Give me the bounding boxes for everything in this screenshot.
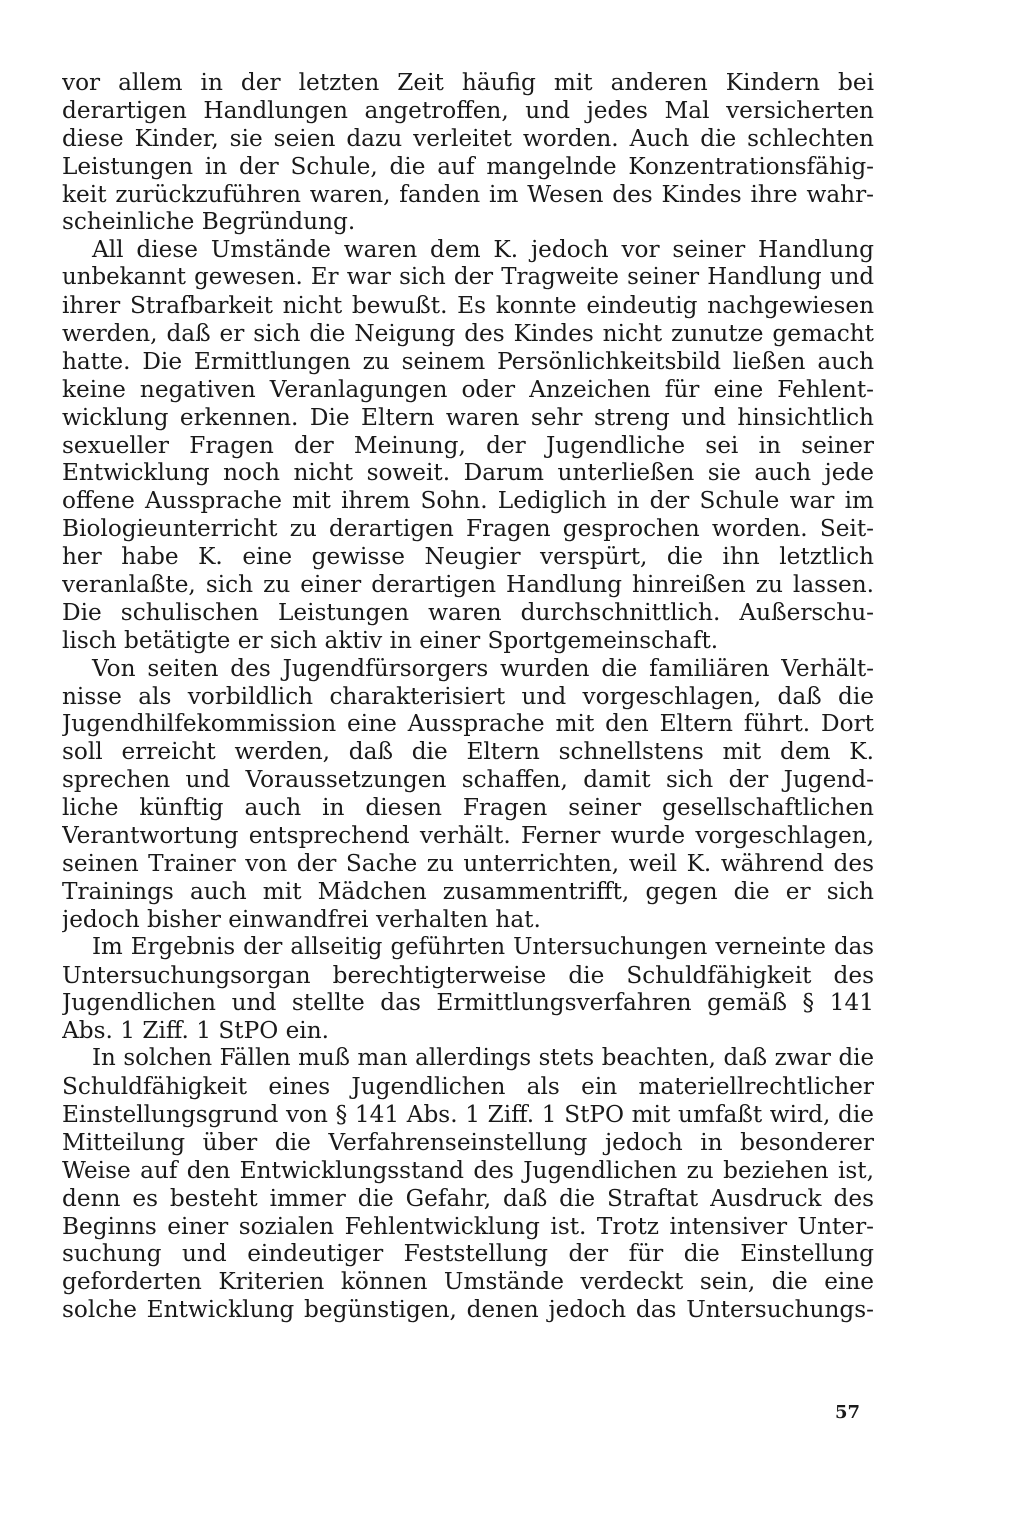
text-line: veranlaßte, sich zu einer derartigen Handlung hinreißen zu lassen.: [62, 571, 874, 599]
text-line: unbekannt gewesen. Er war sich der Tragweite seiner Handlung und: [62, 264, 874, 291]
text-line: werden, daß er sich die Neigung des Kindes nicht zunutze gemacht: [62, 320, 874, 348]
text-line: hatte. Die Ermittlungen zu seinem Persönlichkeitsbild ließen auch: [62, 347, 874, 375]
text-line: seinen Trainer von der Sache zu unterrichten, weil K. während des: [62, 849, 874, 877]
text-line: sexueller Fragen der Meinung, der Jugendliche sei in seiner: [62, 431, 874, 459]
text-line: Schuldfähigkeit eines Jugendlichen als ein materiellrechtlicher: [62, 1073, 874, 1101]
paragraph: [62, 236, 874, 654]
text-line: Leistungen in der Schule, die auf mangelnde Konzentrationsfähig-: [62, 152, 874, 180]
page-number: 57: [835, 1402, 861, 1423]
text-line: Verantwortung entsprechend verhält. Ferner wurde vorgeschlagen,: [62, 822, 874, 850]
text-line: Beginns einer sozialen Fehlentwicklung ist. Trotz intensiver Unter-: [62, 1212, 874, 1240]
text-line: jedoch bisher einwandfrei verhalten hat.: [62, 905, 541, 933]
text-line: In solchen Fällen muß man allerdings stets beachten, daß zwar die: [92, 1045, 874, 1072]
text-line: lisch betätigte er sich aktiv in einer Sportgemeinschaft.: [62, 626, 719, 654]
text-line: solche Entwicklung begünstigen, denen jedoch das Untersuchungs-: [62, 1296, 874, 1324]
text-line: nisse als vorbildlich charakterisiert und vorgeschlagen, daß die: [62, 682, 874, 710]
text-line: scheinliche Begründung.: [62, 208, 356, 236]
paragraph: [62, 934, 874, 1046]
text-line: Einstellungsgrund von § 141 Abs. 1 Ziff. 1 StPO mit umfaßt wird, die: [62, 1100, 874, 1128]
text-line: geforderten Kriterien können Umstände verdeckt sein, die eine: [62, 1268, 874, 1296]
text-line: denn es besteht immer die Gefahr, daß die Straftat Ausdruck des: [62, 1184, 874, 1212]
text-line: Weise auf den Entwicklungsstand des Jugendlichen zu beziehen ist,: [62, 1156, 874, 1184]
text-line: vor allem in der letzten Zeit häufig mit anderen Kindern bei: [62, 69, 874, 96]
body-text: [62, 69, 874, 1324]
text-line: Mitteilung über die Verfahrenseinstellung jedoch in besonderer: [62, 1128, 874, 1156]
text-line: Entwicklung noch nicht soweit. Darum unterließen sie auch jede: [62, 459, 874, 487]
text-line: Biologieunterricht zu derartigen Fragen gesprochen worden. Seit-: [62, 515, 874, 543]
text-line: Trainings auch mit Mädchen zusammentrifft, gegen die er sich: [62, 877, 874, 905]
text-line: offene Aussprache mit ihrem Sohn. Lediglich in der Schule war im: [62, 487, 874, 515]
text-line: sprechen und Voraussetzungen schaffen, damit sich der Jugend-: [62, 766, 874, 794]
text-line: ihrer Strafbarkeit nicht bewußt. Es konnte eindeutig nachgewiesen: [62, 292, 874, 320]
text-line: suchung und eindeutiger Feststellung der für die Einstellung: [62, 1240, 874, 1268]
text-line: her habe K. eine gewisse Neugier verspürt, die ihn letztlich: [62, 543, 874, 571]
text-line: wicklung erkennen. Die Eltern waren sehr streng und hinsichtlich: [62, 403, 874, 431]
text-line: All diese Umstände waren dem K. jedoch vor seiner Handlung: [92, 236, 874, 264]
text-line: keine negativen Veranlagungen oder Anzeichen für eine Fehlent-: [62, 375, 874, 403]
paragraph: [62, 655, 874, 934]
text-line: liche künftig auch in diesen Fragen seiner gesellschaftlichen: [62, 794, 874, 822]
text-line: Jugendlichen und stellte das Ermittlungsverfahren gemäß § 141: [62, 989, 874, 1017]
text-line: derartigen Handlungen angetroffen, und jedes Mal versicherten: [62, 96, 874, 124]
text-line: Jugendhilfekommission eine Aussprache mit den Eltern führt. Dort: [62, 710, 874, 738]
paragraph: [62, 1045, 874, 1324]
text-line: diese Kinder, sie seien dazu verleitet worden. Auch die schlechten: [62, 124, 874, 152]
text-line: keit zurückzuführen waren, fanden im Wesen des Kindes ihre wahr-: [62, 180, 874, 208]
text-line: Die schulischen Leistungen waren durchschnittlich. Außerschu-: [62, 598, 874, 626]
text-line: soll erreicht werden, daß die Eltern schnellstens mit dem K.: [62, 738, 874, 766]
text-line: Abs. 1 Ziff. 1 StPO ein.: [62, 1017, 330, 1045]
paragraph: [62, 69, 874, 236]
text-line: Im Ergebnis der allseitig geführten Untersuchungen verneinte das: [92, 933, 874, 960]
text-line: Untersuchungsorgan berechtigterweise die Schuldfähigkeit des: [62, 961, 874, 989]
text-line: Von seiten des Jugendfürsorgers wurden die familiären Verhält-: [92, 654, 874, 682]
